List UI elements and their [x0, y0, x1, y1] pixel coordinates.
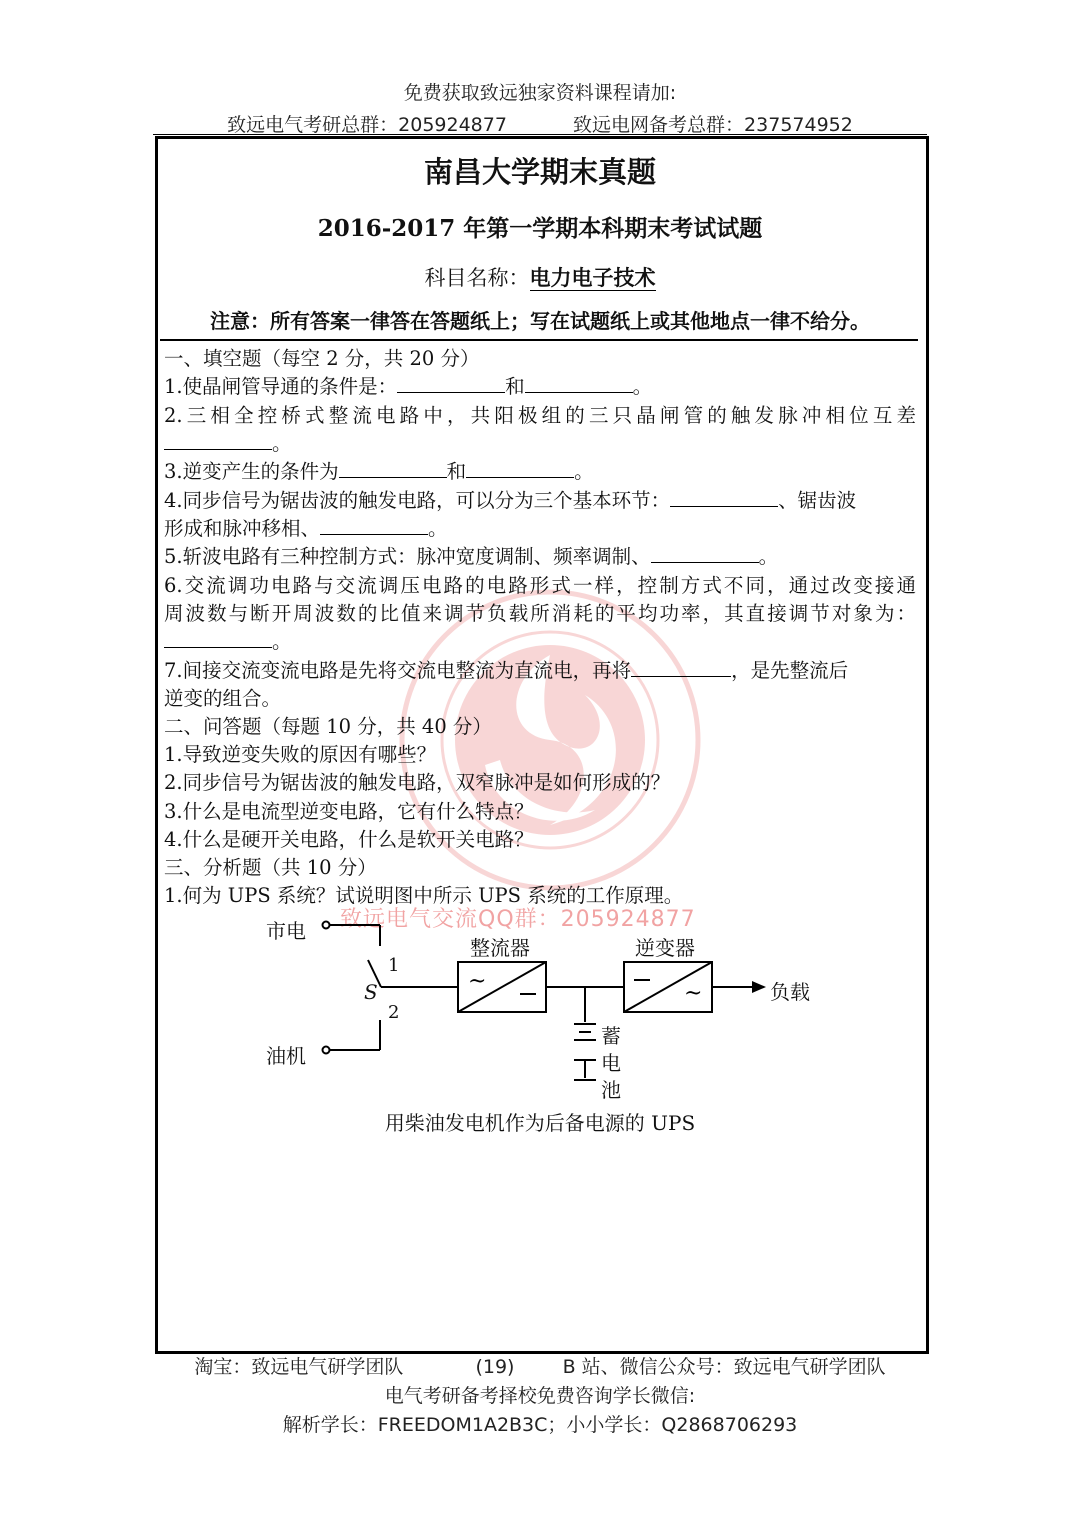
q1-4-end: 。 — [428, 517, 448, 540]
q2-1: 1.导致逆变失败的原因有哪些？ — [164, 743, 437, 766]
header-group-1: 致远电气考研总群：205924877 — [227, 114, 507, 136]
diagram-pos2-label: 2 — [388, 1002, 400, 1023]
footer-page-number: (19) — [475, 1356, 515, 1378]
footer-line-2: 电气考研备考择校免费咨询学长微信: — [384, 1385, 696, 1407]
subject-name: 电力电子技术 — [529, 265, 656, 290]
diagram-generator-label: 油机 — [266, 1044, 306, 1068]
q1-3-text: 3.逆变产生的条件为 — [164, 460, 339, 483]
q1-6-end: 。 — [272, 630, 292, 653]
header-line-1: 免费获取致远独家资料课程请加: — [403, 82, 677, 104]
watermark-text: 致远电气交流QQ群：205924877 — [340, 907, 696, 932]
q1-1-end: 。 — [632, 375, 653, 398]
q1-7-text2: ，是先整流后 — [731, 659, 849, 682]
q2-3: 3.什么是电流型逆变电路，它有什么特点？ — [164, 800, 534, 823]
q1-4-text2: 、锯齿波 — [778, 489, 857, 512]
footer-line-1 — [0, 1352, 1080, 1379]
q1-3-end: 。 — [574, 460, 594, 483]
q1-2: 2.三相全控桥式整流电路中，共阳极组的三只晶闸管的触发脉冲相位互差 — [164, 404, 916, 427]
diagram-load-label: 负载 — [770, 980, 810, 1004]
diagram-battery-3: 池 — [601, 1078, 621, 1102]
header-group-2: 致远电网备考总群：237574952 — [573, 114, 853, 136]
q1-1-and: 和 — [505, 375, 525, 398]
q3-1: 1.何为 UPS 系统？试说明图中所示 UPS 系统的工作原理。 — [164, 884, 684, 907]
q1-3-and: 和 — [446, 460, 467, 483]
diagram-caption: 用柴油发电机作为后备电源的 UPS — [384, 1111, 696, 1135]
q1-5-end: 。 — [758, 545, 779, 568]
footer-line-3: 解析学长：FREEDOM1A2B3C；小小学长：Q2868706293 — [282, 1414, 798, 1436]
diagram-mains-label: 市电 — [266, 919, 306, 943]
exam-title: 南昌大学期末真题 — [423, 155, 656, 189]
q1-4-text: 4.同步信号为锯齿波的触发电路，可以分为三个基本环节： — [164, 489, 671, 512]
diagram-inverter-label: 逆变器 — [635, 936, 695, 960]
diagram-pos1-label: 1 — [388, 955, 400, 976]
q1-7-text: 7.间接交流变流电路是先将交流电整流为直流电，再将 — [164, 659, 632, 682]
q2-4: 4.什么是硬开关电路，什么是软开关电路？ — [164, 828, 534, 851]
footer-bilibili: B 站、微信公众号：致远电气研学团队 — [562, 1356, 886, 1378]
section1-heading: 一、填空题（每空 2 分，共 20 分） — [164, 347, 480, 370]
q1-7-cont: 逆变的组合。 — [164, 687, 282, 710]
diagram-battery-2: 电 — [601, 1051, 621, 1075]
exam-subtitle: 2016-2017 年第一学期本科期末考试试题 — [317, 215, 763, 242]
q1-2-end: 。 — [272, 432, 292, 455]
q1-4-text3: 形成和脉冲移相、 — [164, 517, 321, 540]
svg-text:~: ~ — [468, 969, 487, 994]
section2-heading: 二、问答题（每题 10 分，共 40 分） — [164, 715, 492, 738]
section3-heading: 三、分析题（共 10 分） — [164, 856, 377, 879]
q1-6-cont: 周波数与断开周波数的比值来调节负载所消耗的平均功率，其直接调节对象为： — [164, 602, 916, 625]
q1-1-text: 1.使晶闸管导通的条件是： — [164, 375, 398, 398]
notice: 注意：所有答案一律答在答题纸上；写在试题纸上或其他地点一律不给分。 — [210, 309, 870, 333]
diagram-switch-label: S — [364, 980, 378, 1004]
q1-6: 6.交流调功电路与交流调压电路的电路形式一样，控制方式不同，通过改变接通 — [164, 574, 916, 597]
q2-2: 2.同步信号为锯齿波的触发电路，双窄脉冲是如何形成的？ — [164, 771, 671, 794]
subject-label: 科目名称： — [424, 266, 530, 290]
svg-text:~: ~ — [684, 981, 703, 1006]
diagram-battery-1: 蓄 — [601, 1024, 621, 1048]
footer-taobao: 淘宝：致远电气研学团队 — [194, 1356, 404, 1378]
diagram-rectifier-label: 整流器 — [470, 936, 530, 960]
q1-5-text: 5.斩波电路有三种控制方式：脉冲宽度调制、频率调制、 — [164, 545, 651, 568]
